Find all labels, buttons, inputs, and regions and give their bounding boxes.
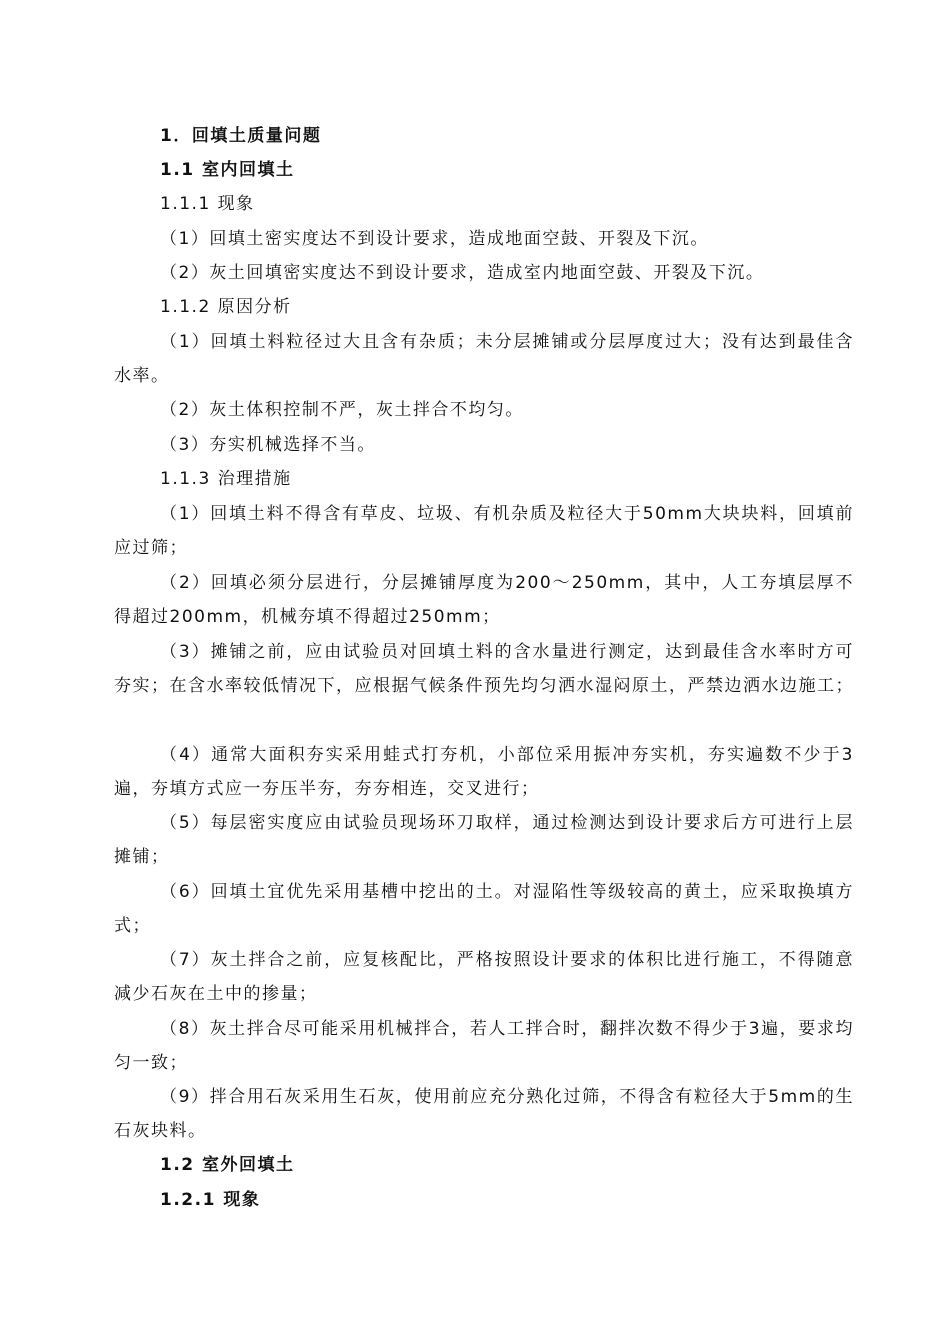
measure-item-8: （8）灰土拌合尽可能采用机械拌合，若人工拌合时，翻拌次数不得少于3遍，要求均匀一致； [114,1019,854,1073]
measure-item-2: （2）回填必须分层进行，分层摊铺厚度为200～250mm，其中，人工夯填层厚不得超过200mm，机械夯填不得超过250mm； [114,573,854,627]
section-heading-1-2: 1.2 室外回填土 [160,1155,295,1175]
measure-item-7: （7）灰土拌合之前，应复核配比，严格按照设计要求的体积比进行施工，不得随意减少石灰在土中的掺量； [114,950,854,1004]
section-heading-1-1-3: 1.1.3 治理措施 [160,469,292,489]
cause-item-3: （3）夯实机械选择不当。 [160,435,376,455]
section-heading-1-2-1: 1.2.1 现象 [160,1190,261,1210]
section-heading-1-1-2: 1.1.2 原因分析 [160,297,292,317]
section-heading-1: 1．回填土质量问题 [160,126,322,146]
cause-item-1: （1）回填土料粒径过大且含有杂质；未分层摊铺或分层厚度过大；没有达到最佳含水率。 [114,332,854,386]
measure-item-4: （4）通常大面积夯实采用蛙式打夯机，小部位采用振冲夯实机，夯实遍数不少于3遍，夯填方式应一夯压半夯，夯夯相连，交叉进行； [114,745,854,799]
cause-item-2: （2）灰土体积控制不严，灰土拌合不均匀。 [160,400,524,420]
section-heading-1-1-1: 1.1.1 现象 [160,194,255,214]
measure-item-9: （9）拌合用石灰采用生石灰，使用前应充分熟化过筛，不得含有粒径大于5mm的生石灰块料。 [114,1087,854,1141]
measure-item-3: （3）摊铺之前，应由试验员对回填土料的含水量进行测定，达到最佳含水率时方可夯实；在含水率较低情况下，应根据气候条件预先均匀洒水湿闷原土，严禁边洒水边施工； [114,642,854,696]
phenomenon-item-2: （2）灰土回填密实度达不到设计要求，造成室内地面空鼓、开裂及下沉。 [160,263,765,283]
measure-item-5: （5）每层密实度应由试验员现场环刀取样，通过检测达到设计要求后方可进行上层摊铺； [114,813,854,867]
section-heading-1-1: 1.1 室内回填土 [160,160,295,180]
measure-item-1: （1）回填土料不得含有草皮、垃圾、有机杂质及粒径大于50mm大块块料，回填前应过筛； [114,504,854,558]
phenomenon-item-1: （1）回填土密实度达不到设计要求，造成地面空鼓、开裂及下沉。 [160,229,709,249]
measure-item-6: （6）回填土宜优先采用基槽中挖出的土。对湿陷性等级较高的黄土，应采取换填方式； [114,882,854,936]
